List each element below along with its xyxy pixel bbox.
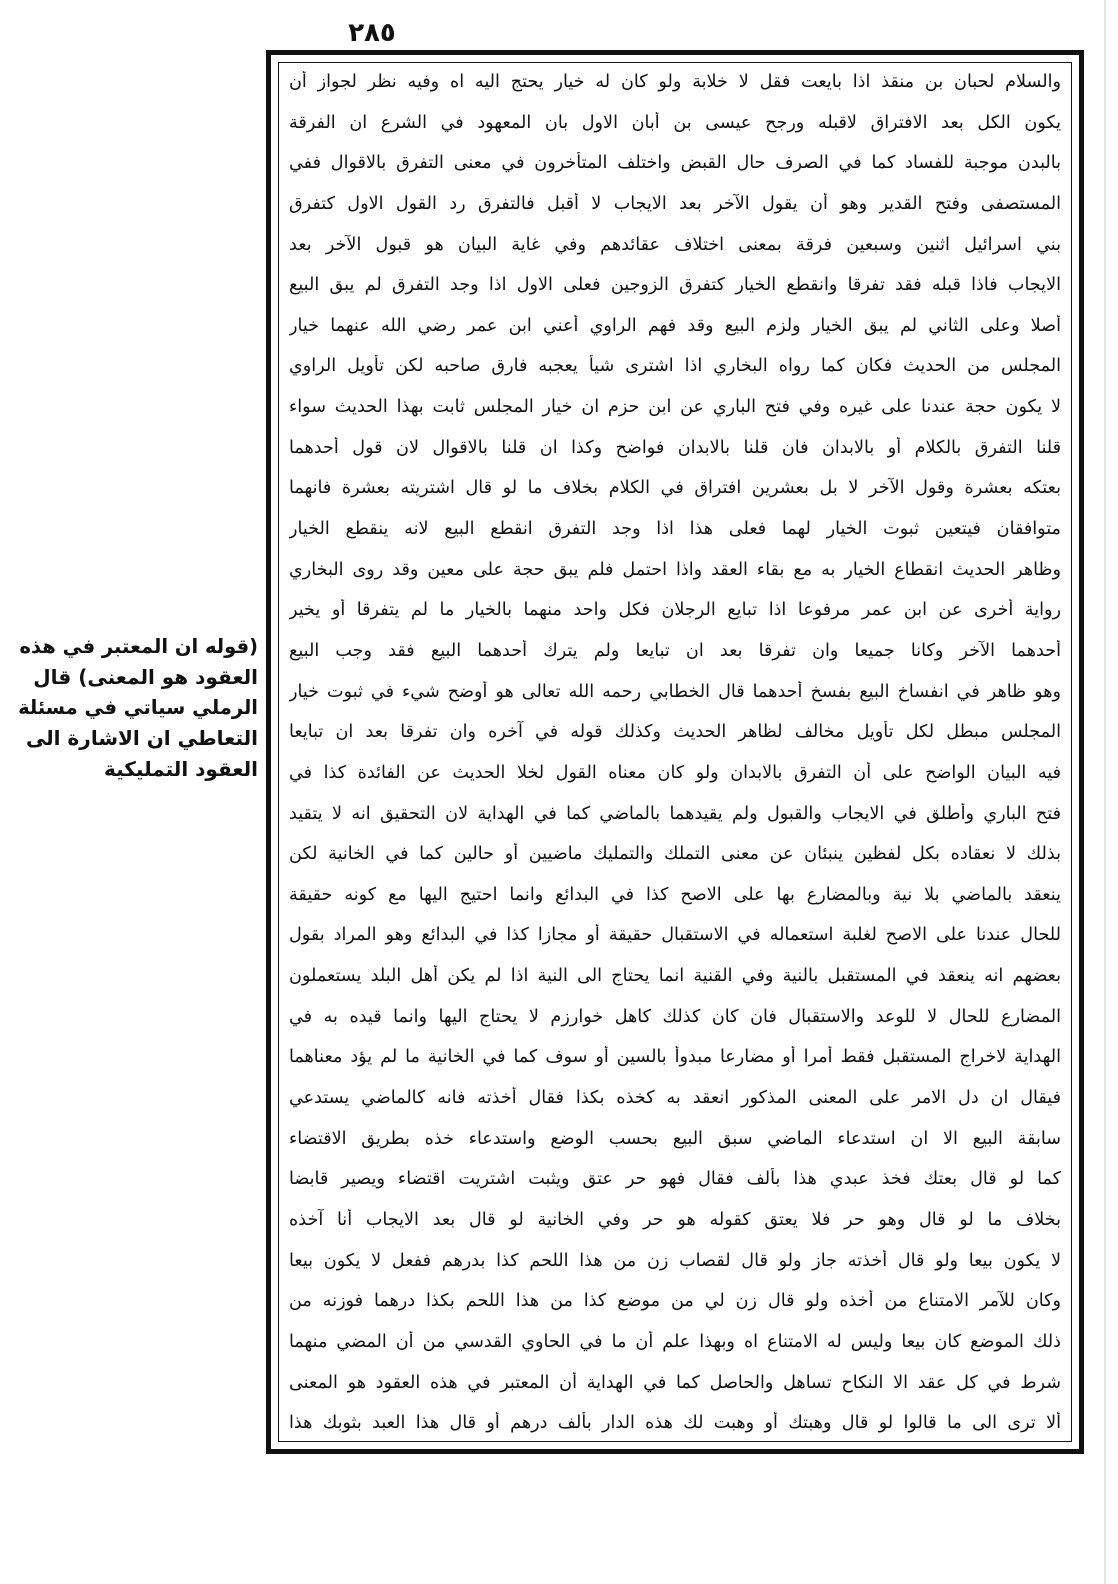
- text-line: ألا ترى الى ما قالوا لو قال وهبتك أو وهبت لك هذه الدار بألف درهم أو قال هذا العبد بثوبك هذا: [289, 1413, 1061, 1434]
- text-line: بعتكه بعشرة وقول الآخر لا بل بعشرين افتراق في الكلام بخلاف ما لو قال اشتريته بعشرة فانهما: [289, 478, 1061, 499]
- text-line: وكان للآمر الامتناع من أخذه ولو قال زن لي من موضع كذا من هذا اللحم بكذا درهما فوزنه من: [289, 1291, 1061, 1312]
- text-line: المجلس من الحديث فكان كما رواه البخاري اذا اشترى شيأ يعجبه فارق صاحبه لكن تأويل الراوي: [289, 356, 1061, 377]
- text-line: المستصفى وفتح القدير وهو أن يقول الآخر بعد الايجاب لا أقبل فالتفرق رد القول الاول كتفرق: [289, 193, 1061, 214]
- text-line: يكون الكل بعد الافتراق لاقبله ورجح عيسى بن أبان الاول بان المعهود في الشرع ان الفرقة: [289, 112, 1061, 133]
- text-line: وظاهر الحديث انقطاع الخيار به مع بقاء العقد واذا احتمل فلم يبق حجة على معين وقد روى البخاري: [289, 559, 1061, 580]
- text-line: للحال عندنا على الاصح لغلبة استعماله في الاستقبال حقيقة أو مجازا كذا في البدائع وهو المراد بقول: [289, 925, 1061, 946]
- text-line: والسلام لحبان بن منقذ اذا بايعت فقل لا خلابة ولو كان له خيار يحتج اليه اه وفيه نظر لجواز أن: [289, 72, 1061, 92]
- margin-note-line: العقود هو المعنى) قال: [33, 665, 258, 690]
- page-number: ٢٨٥: [348, 18, 396, 48]
- text-line: متوافقان فيتعين ثبوت الخيار لهما فعلى هذا اذا وجد التفرق انقطع البيع لانه ينقطع الخيار: [289, 519, 1061, 540]
- text-line: المضارع للحال لا للوعد والاستقبال فان كان كذلك كاهل خوارزم لا يحتاج اليها وانما قيده به في: [289, 1006, 1061, 1027]
- text-line: بني اسرائيل اثنين وسبعين فرقة بمعنى اختلاف عقائدهم وفي غاية البيان هو قبول الآخر بعد: [289, 234, 1061, 255]
- text-line: ينعقد بالماضي بلا نية وبالمضارع بها على الاصح كذا في البدائع وانما احتيج اليها مع كونه حقيقة: [289, 884, 1061, 905]
- text-line: بذلك لا نعقاده بكل لفظين ينبئان عن معنى التملك والتمليك ماضيين أو حالين كما في الخانية لكن: [289, 844, 1061, 865]
- text-line: قلنا التفرق بالكلام أو بالابدان فان قلنا بالابدان فواضح وكذا ان قلنا بالاقوال لان قول أحدهما: [289, 437, 1061, 458]
- main-text-block: [289, 71, 1061, 1435]
- text-line: بعضهم انه ينعقد في المستقبل بالنية وفي القنية انما يحتاج الى النية اذا لم يكن أهل البلد يستعملون: [289, 966, 1061, 987]
- text-line: الهداية لاخراج المستقبل فقط أمرا أو مضارعا مبدوأ بالسين أو سوف كما في الخانية ما لم يؤد معناهما: [289, 1047, 1061, 1068]
- text-line: لا يكون بيعا ولو قال أخذته جاز ولو قال لقصاب زن من هذا اللحم كذا بدرهم ففعل لا يكون بيعا: [289, 1250, 1061, 1271]
- margin-note-line: الرملي سياتي في مسئلة: [18, 696, 258, 720]
- text-line: لا يكون حجة عندنا على غيره وفي فتح الباري عن ابن حزم ان خيار المجلس ثابت بهذا الحديث سواء: [289, 397, 1061, 418]
- text-line: ذلك الموضع كان بيعا وليس له الامتناع اه وبهذا علم أن ما في الحاوي القدسي من أن المضي منهما: [289, 1331, 1061, 1352]
- text-line: فتح الباري وأطلق في الايجاب والقبول ولم يقيدهما بالماضي كما في الهداية لان التحقيق انه لا يتقيد: [289, 803, 1061, 824]
- text-line: كما لو قال بعتك فخذ عبدي هذا بألف فقال فهو حر عتق ويثبت اشتريت اقتضاء ويصير قابضا: [289, 1169, 1061, 1190]
- text-line: أصلا وعلى الثاني لم يبق الخيار ولزم البيع وقد فهم الراوي أعني ابن عمر رضي الله عنهما خيار: [289, 315, 1061, 336]
- text-line: الايجاب فاذا قبله فقد تفرقا وانقطع الخيار كتفرق الزوجين فعلى الاول اذا وجد التفرق لم يبق البيع: [289, 275, 1061, 296]
- text-line: فيقال ان دل الامر على المعنى المذكور انعقد به كخذه بكذا فقال أخذته فانه كالماضي يستدعي: [289, 1088, 1061, 1109]
- margin-note-line: (قوله ان المعتبر في هذه: [19, 635, 258, 658]
- text-line: فيه البيان الواضح على أن التفرق بالابدان ولو كان معناه القول لخلا الحديث عن الفائدة كذا في: [289, 762, 1061, 783]
- text-line: أحدهما الآخر وكانا جميعا وان تفرقا بعد ان تبايعا ولم يترك أحدهما البيع فقد وجب البيع: [289, 640, 1061, 661]
- text-line: شرط في كل عقد الا النكاح تساهل والحاصل كما في الهداية أن المعتبر في هذه العقود هو المعنى: [289, 1372, 1061, 1393]
- text-line: المجلس مبطل لكل تأويل مخالف لظاهر الحديث وكذلك قوله في آخره وان تفرقا بعد ان تبايعا: [289, 722, 1061, 743]
- text-line: سابقة البيع الا ان استدعاء الماضي سبق البيع بحسب الوضع واستدعاء خذه بطريق الاقتضاء: [289, 1128, 1061, 1149]
- margin-note-line: التعاطي ان الاشارة الى: [25, 726, 258, 751]
- margin-note-line: العقود التمليكية: [103, 757, 258, 782]
- text-frame-inner: [278, 62, 1072, 1442]
- page-edge: [1104, 0, 1106, 1584]
- text-line: رواية أخرى عن ابن عمر مرفوعا اذا تبايع الرجلان فكل واحد منهما بالخيار ما لم يتفرقا أو يخير: [289, 600, 1061, 621]
- margin-note: [14, 632, 258, 785]
- text-line: بخلاف ما لو قال وهو حر فلا يعتق كقوله هو حر وفي الخانية لو قال بعد الايجاب أنا آخذه: [289, 1209, 1061, 1230]
- text-line: بالبدن موجبة للفساد كما في الصرف حال القبض واختلف المتأخرون في معنى التفرق بالاقوال ففي: [289, 153, 1061, 174]
- text-line: وهو ظاهر في انفساخ البيع بفسخ أحدهما قال الخطابي رحمه الله تعالى هو أوضح شيء في ثبوت خيار: [289, 681, 1061, 702]
